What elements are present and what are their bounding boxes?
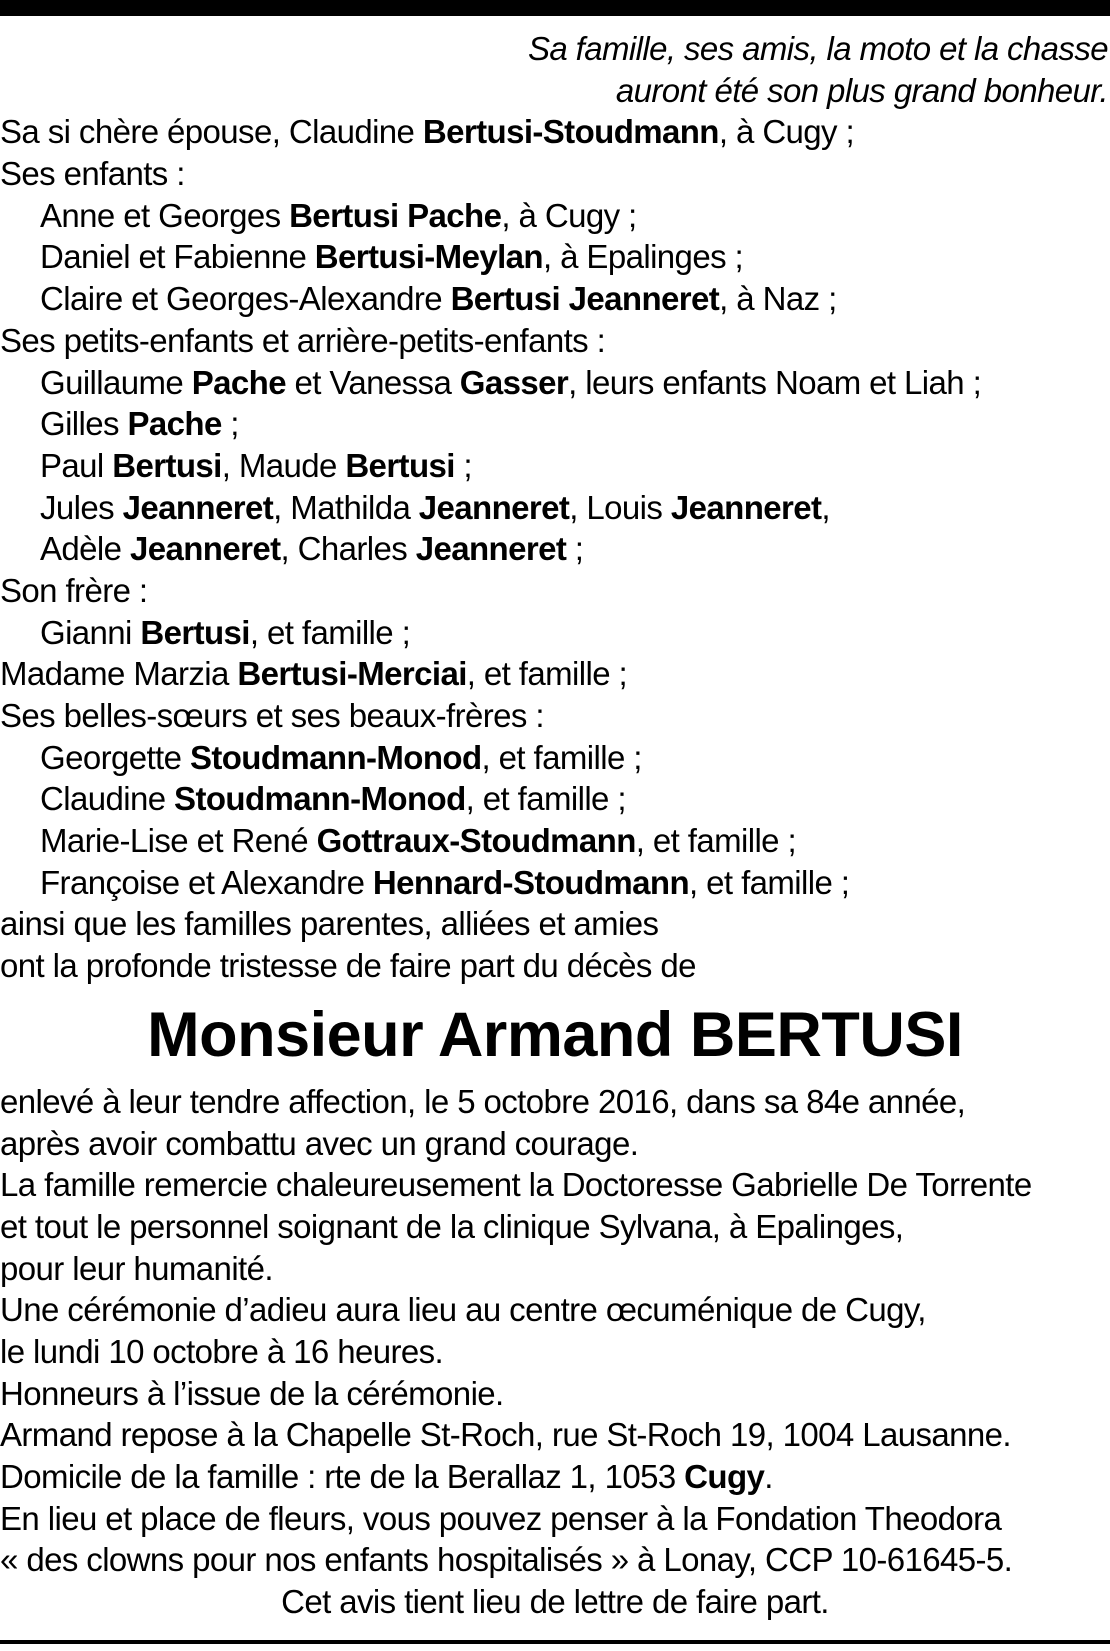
- in-laws-heading: Ses belles-sœurs et ses beaux-frères :: [0, 697, 544, 734]
- body-line: pour leur humanité.: [0, 1249, 273, 1287]
- in-law-line: Claudine Stoudmann-Monod, et famille ;: [40, 780, 626, 818]
- grandchild-line: Adèle Jeanneret, Charles Jeanneret ;: [40, 530, 584, 568]
- top-rule: [0, 0, 1110, 16]
- obituary-notice: [0, 28, 1110, 1623]
- bottom-rule: [0, 1640, 1110, 1644]
- deceased-name: Monsieur Armand BERTUSI: [147, 999, 963, 1070]
- body-line: La famille remercie chaleureusement la Doctoresse Gabrielle De Torrente: [0, 1166, 1032, 1204]
- children-heading: Ses enfants :: [0, 155, 185, 193]
- grandchild-line: Jules Jeanneret, Mathilda Jeanneret, Louis Jeanneret,: [40, 488, 830, 526]
- relatives-line: ainsi que les familles parentes, alliées et amies: [0, 905, 659, 943]
- quote-line-2: auront été son plus grand bonheur.: [615, 71, 1108, 109]
- family-town: Cugy: [684, 1458, 765, 1495]
- body-line: En lieu et place de fleurs, vous pouvez penser à la Fondation Theodora: [0, 1499, 1002, 1537]
- quote-line-1: Sa famille, ses amis, la moto et la chasse: [527, 30, 1108, 67]
- marzia-line: Madame Marzia Bertusi-Merciai, et famille ;: [0, 655, 628, 693]
- body-line: Armand repose à la Chapelle St-Roch, rue St-Roch 19, 1004 Lausanne.: [0, 1416, 1011, 1454]
- child-line: Claire et Georges-Alexandre Bertusi Jeanneret, à Naz ;: [40, 280, 837, 318]
- body-line: Honneurs à l’issue de la cérémonie.: [0, 1374, 504, 1412]
- spouse-line: Sa si chère épouse, Claudine Bertusi-Stoudmann, à Cugy ;: [0, 113, 855, 151]
- in-law-line: Georgette Stoudmann-Monod, et famille ;: [40, 738, 642, 776]
- body-line: « des clowns pour nos enfants hospitalisés » à Lonay, CCP 10-61645-5.: [0, 1541, 1013, 1579]
- closing-note: Cet avis tient lieu de lettre de faire part.: [281, 1583, 829, 1621]
- in-law-line: Françoise et Alexandre Hennard-Stoudmann, et famille ;: [40, 863, 850, 901]
- brother-line: Gianni Bertusi, et famille ;: [40, 613, 411, 651]
- child-line: Daniel et Fabienne Bertusi-Meylan, à Epalinges ;: [40, 238, 744, 276]
- spouse-name: Bertusi-Stoudmann: [422, 113, 719, 151]
- grandchild-line: Gilles Pache ;: [40, 405, 239, 443]
- family-address-line: Domicile de la famille : rte de la Berallaz 1, 1053 Cugy.: [0, 1458, 773, 1495]
- grandchild-line: Paul Bertusi, Maude Bertusi ;: [40, 446, 472, 484]
- child-line: Anne et Georges Bertusi Pache, à Cugy ;: [40, 196, 637, 234]
- in-law-line: Marie-Lise et René Gottraux-Stoudmann, et famille ;: [40, 822, 797, 860]
- body-line: après avoir combattu avec un grand courage.: [0, 1124, 639, 1162]
- body-line: enlevé à leur tendre affection, le 5 octobre 2016, dans sa 84e année,: [0, 1082, 966, 1120]
- body-line: Une cérémonie d’adieu aura lieu au centre œcuménique de Cugy,: [0, 1291, 926, 1329]
- announcement-line: ont la profonde tristesse de faire part du décès de: [0, 947, 696, 985]
- brother-heading: Son frère :: [0, 571, 148, 609]
- body-line: et tout le personnel soignant de la clinique Sylvana, à Epalinges,: [0, 1207, 904, 1245]
- grandchildren-heading: Ses petits-enfants et arrière-petits-enfants :: [0, 321, 606, 359]
- body-line: le lundi 10 octobre à 16 heures.: [0, 1332, 444, 1370]
- grandchild-line: Guillaume Pache et Vanessa Gasser, leurs enfants Noam et Liah ;: [40, 363, 982, 401]
